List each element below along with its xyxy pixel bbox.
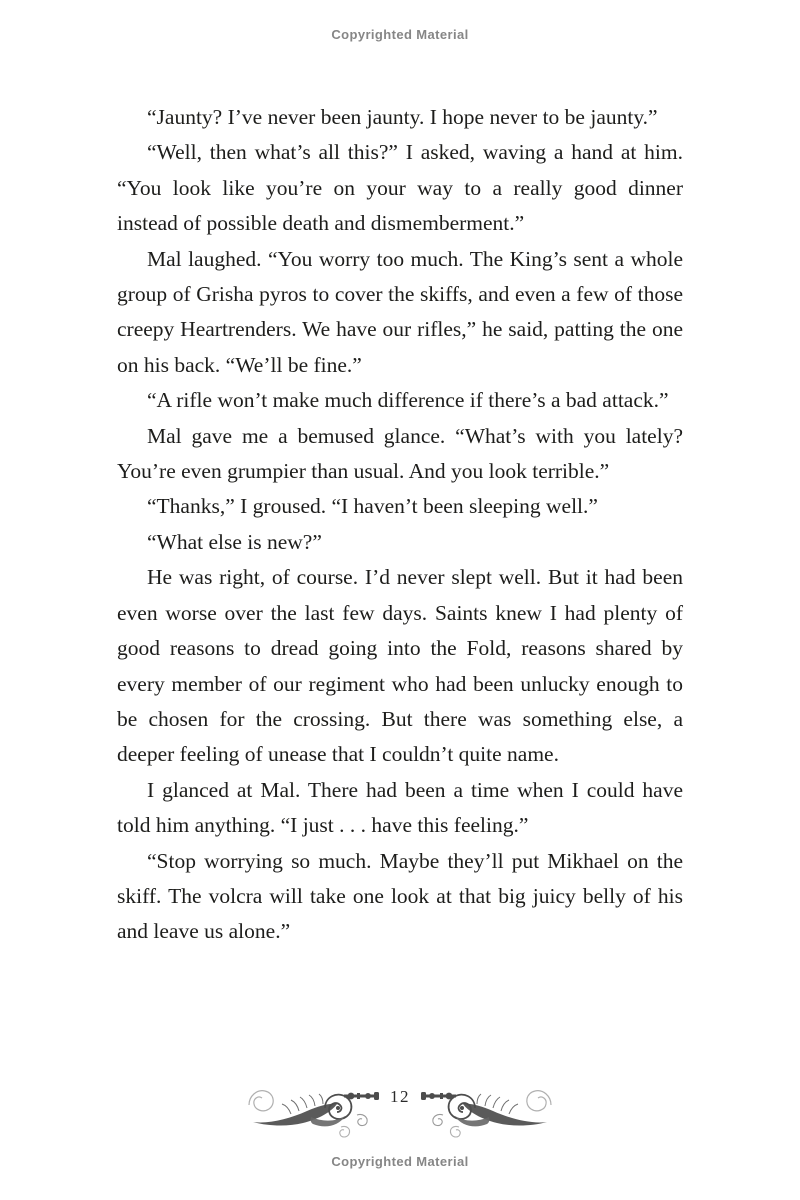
flourish-left-icon <box>241 1081 381 1141</box>
paragraph: “What else is new?” <box>147 529 322 554</box>
body-text <box>117 100 683 950</box>
paragraph: He was right, of course. I’d never slept well. But it had been even worse over the last few days. Saints knew I had plenty of good reasons to dread going into the Fold, reasons shared by every member of our regiment who had been unlucky enough to be chosen for the crossing. But there was something else, a deeper feeling of unease that I couldn’t quite name. <box>117 565 683 767</box>
paragraph: “A rifle won’t make much difference if there’s a bad attack.” <box>147 388 669 413</box>
page-footer <box>0 1081 800 1141</box>
copyright-notice-bottom: Copyrighted Material <box>331 1154 469 1169</box>
paragraph: “Well, then what’s all this?” I asked, waving a hand at him. “You look like you’re on your way to a really good dinner instead of possible death and dismemberment.” <box>117 140 683 236</box>
paragraph: Mal laughed. “You worry too much. The King’s sent a whole group of Grisha pyros to cover the skiffs, and even a few of those creepy Heartrenders. We have our rifles,” he said, patting the one on his back. “We’ll be fine.” <box>117 246 683 377</box>
paragraph: Mal gave me a bemused glance. “What’s with you lately? You’re even grumpier than usual. And you look terrible.” <box>117 423 683 484</box>
paragraph: “Thanks,” I groused. “I haven’t been sleeping well.” <box>147 494 598 519</box>
flourish-right-icon <box>419 1081 559 1141</box>
paragraph: I glanced at Mal. There had been a time when I could have told him anything. “I just . . . have this feeling.” <box>117 777 683 838</box>
copyright-notice-top: Copyrighted Material <box>331 27 469 42</box>
page-number: 12 <box>390 1087 410 1106</box>
paragraph: “Jaunty? I’ve never been jaunty. I hope never to be jaunty.” <box>147 105 658 129</box>
paragraph: “Stop worrying so much. Maybe they’ll put Mikhael on the skiff. The volcra will take one look at that big juicy belly of his and leave us alone.” <box>117 848 683 944</box>
